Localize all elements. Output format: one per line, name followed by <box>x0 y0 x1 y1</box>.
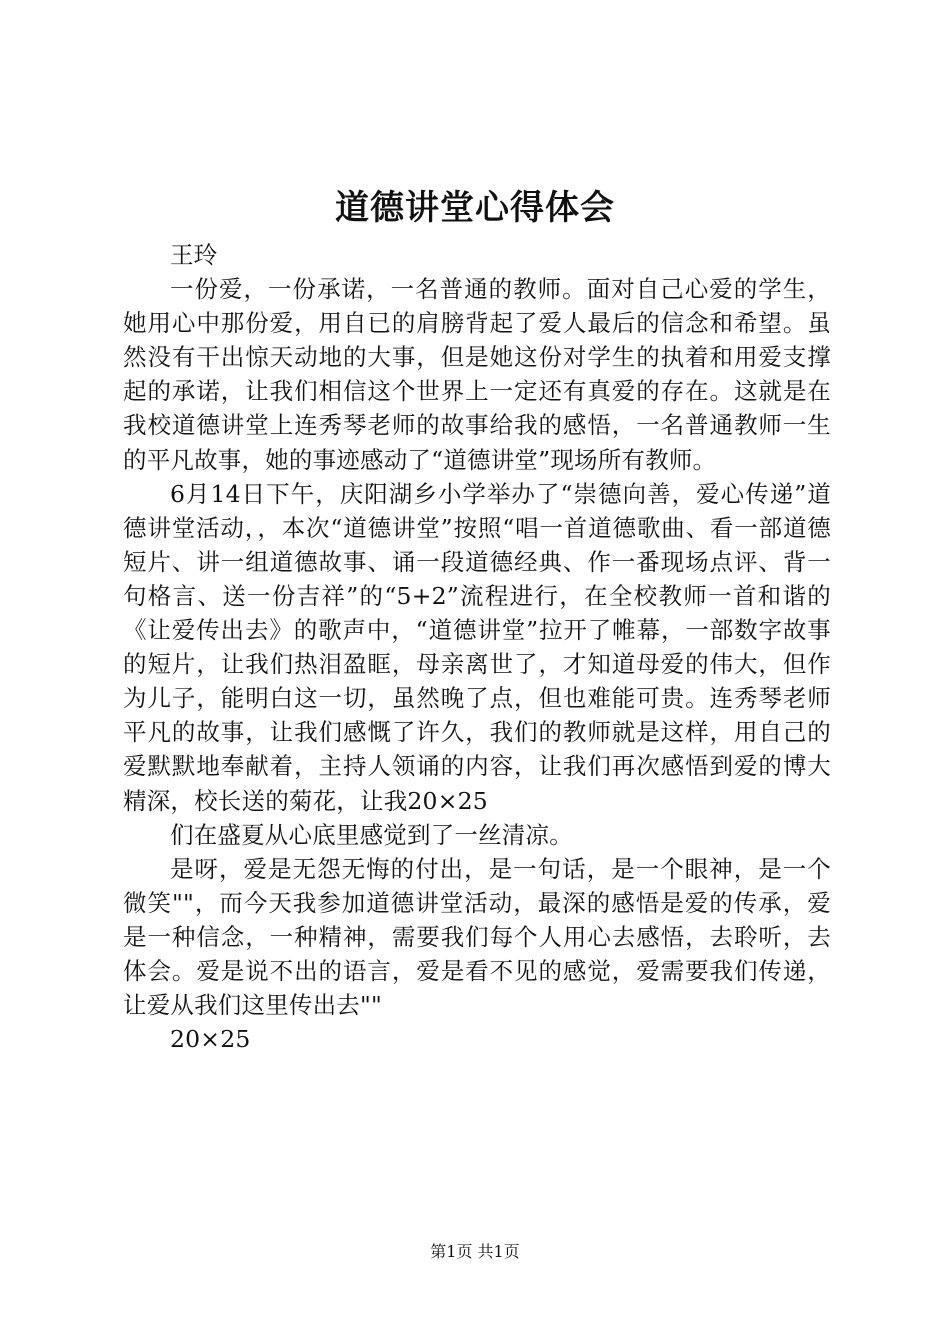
paragraph-4: 是呀，爱是无怨无悔的付出，是一句话，是一个眼神，是一个微笑""，而今天我参加道德讲堂活动，最深的感悟是爱的传承，爱是一种信念，一种精神，需要我们每个人用心去感悟，去聆听，去体会。爱是说不出的语言，爱是看不见的感觉，爱需要我们传递，让爱从我们这里传出去"" <box>123 854 831 1020</box>
document-title: 道德讲堂心得体会 <box>335 188 615 228</box>
document-body <box>123 238 831 1056</box>
paragraph-3: 们在盛夏从心底里感觉到了一丝清凉。 <box>170 820 573 849</box>
page-footer: 第1页 共1页 <box>430 1242 520 1261</box>
paragraph-5: 20×25 <box>170 1025 251 1054</box>
paragraph-1: 一份爱，一份承诺，一名普通的教师。面对自己心爱的学生，她用心中那份爱，用自已的肩膀背起了爱人最后的信念和希望。虽然没有干出惊天动地的大事，但是她这份对学生的执着和用爱支撑起的承诺，让我们相信这个世界上一定还有真爱的存在。这就是在我校道德讲堂上连秀琴老师的故事给我的感悟，一名普通教师一生的平凡故事，她的事迹感动了“道德讲堂”现场所有教师。 <box>123 275 831 474</box>
author-name: 王玲 <box>170 241 218 269</box>
paragraph-2: 6月14日下午，庆阳湖乡小学举办了“崇德向善，爱心传递”道德讲堂活动，，本次“道德讲堂”按照“唱一首道德歌曲、看一部道德短片、讲一组道德故事、诵一段道德经典、作一番现场点评、背一句格言、送一份吉祥”的“5+2”流程进行，在全校教师一首和谐的《让爱传出去》的歌声中，“道德讲堂”拉开了帷幕，一部数字故事的短片，让我们热泪盈眶，母亲离世了，才知道母爱的伟大，但作为儿子，能明白这一切，虽然晚了点，但也难能可贵。连秀琴老师平凡的故事，让我们感慨了许久，我们的教师就是这样，用自己的爱默默地奉献着，主持人领诵的内容，让我们再次感悟到爱的博大精深，校长送的菊花，让我20×25 <box>123 479 831 815</box>
